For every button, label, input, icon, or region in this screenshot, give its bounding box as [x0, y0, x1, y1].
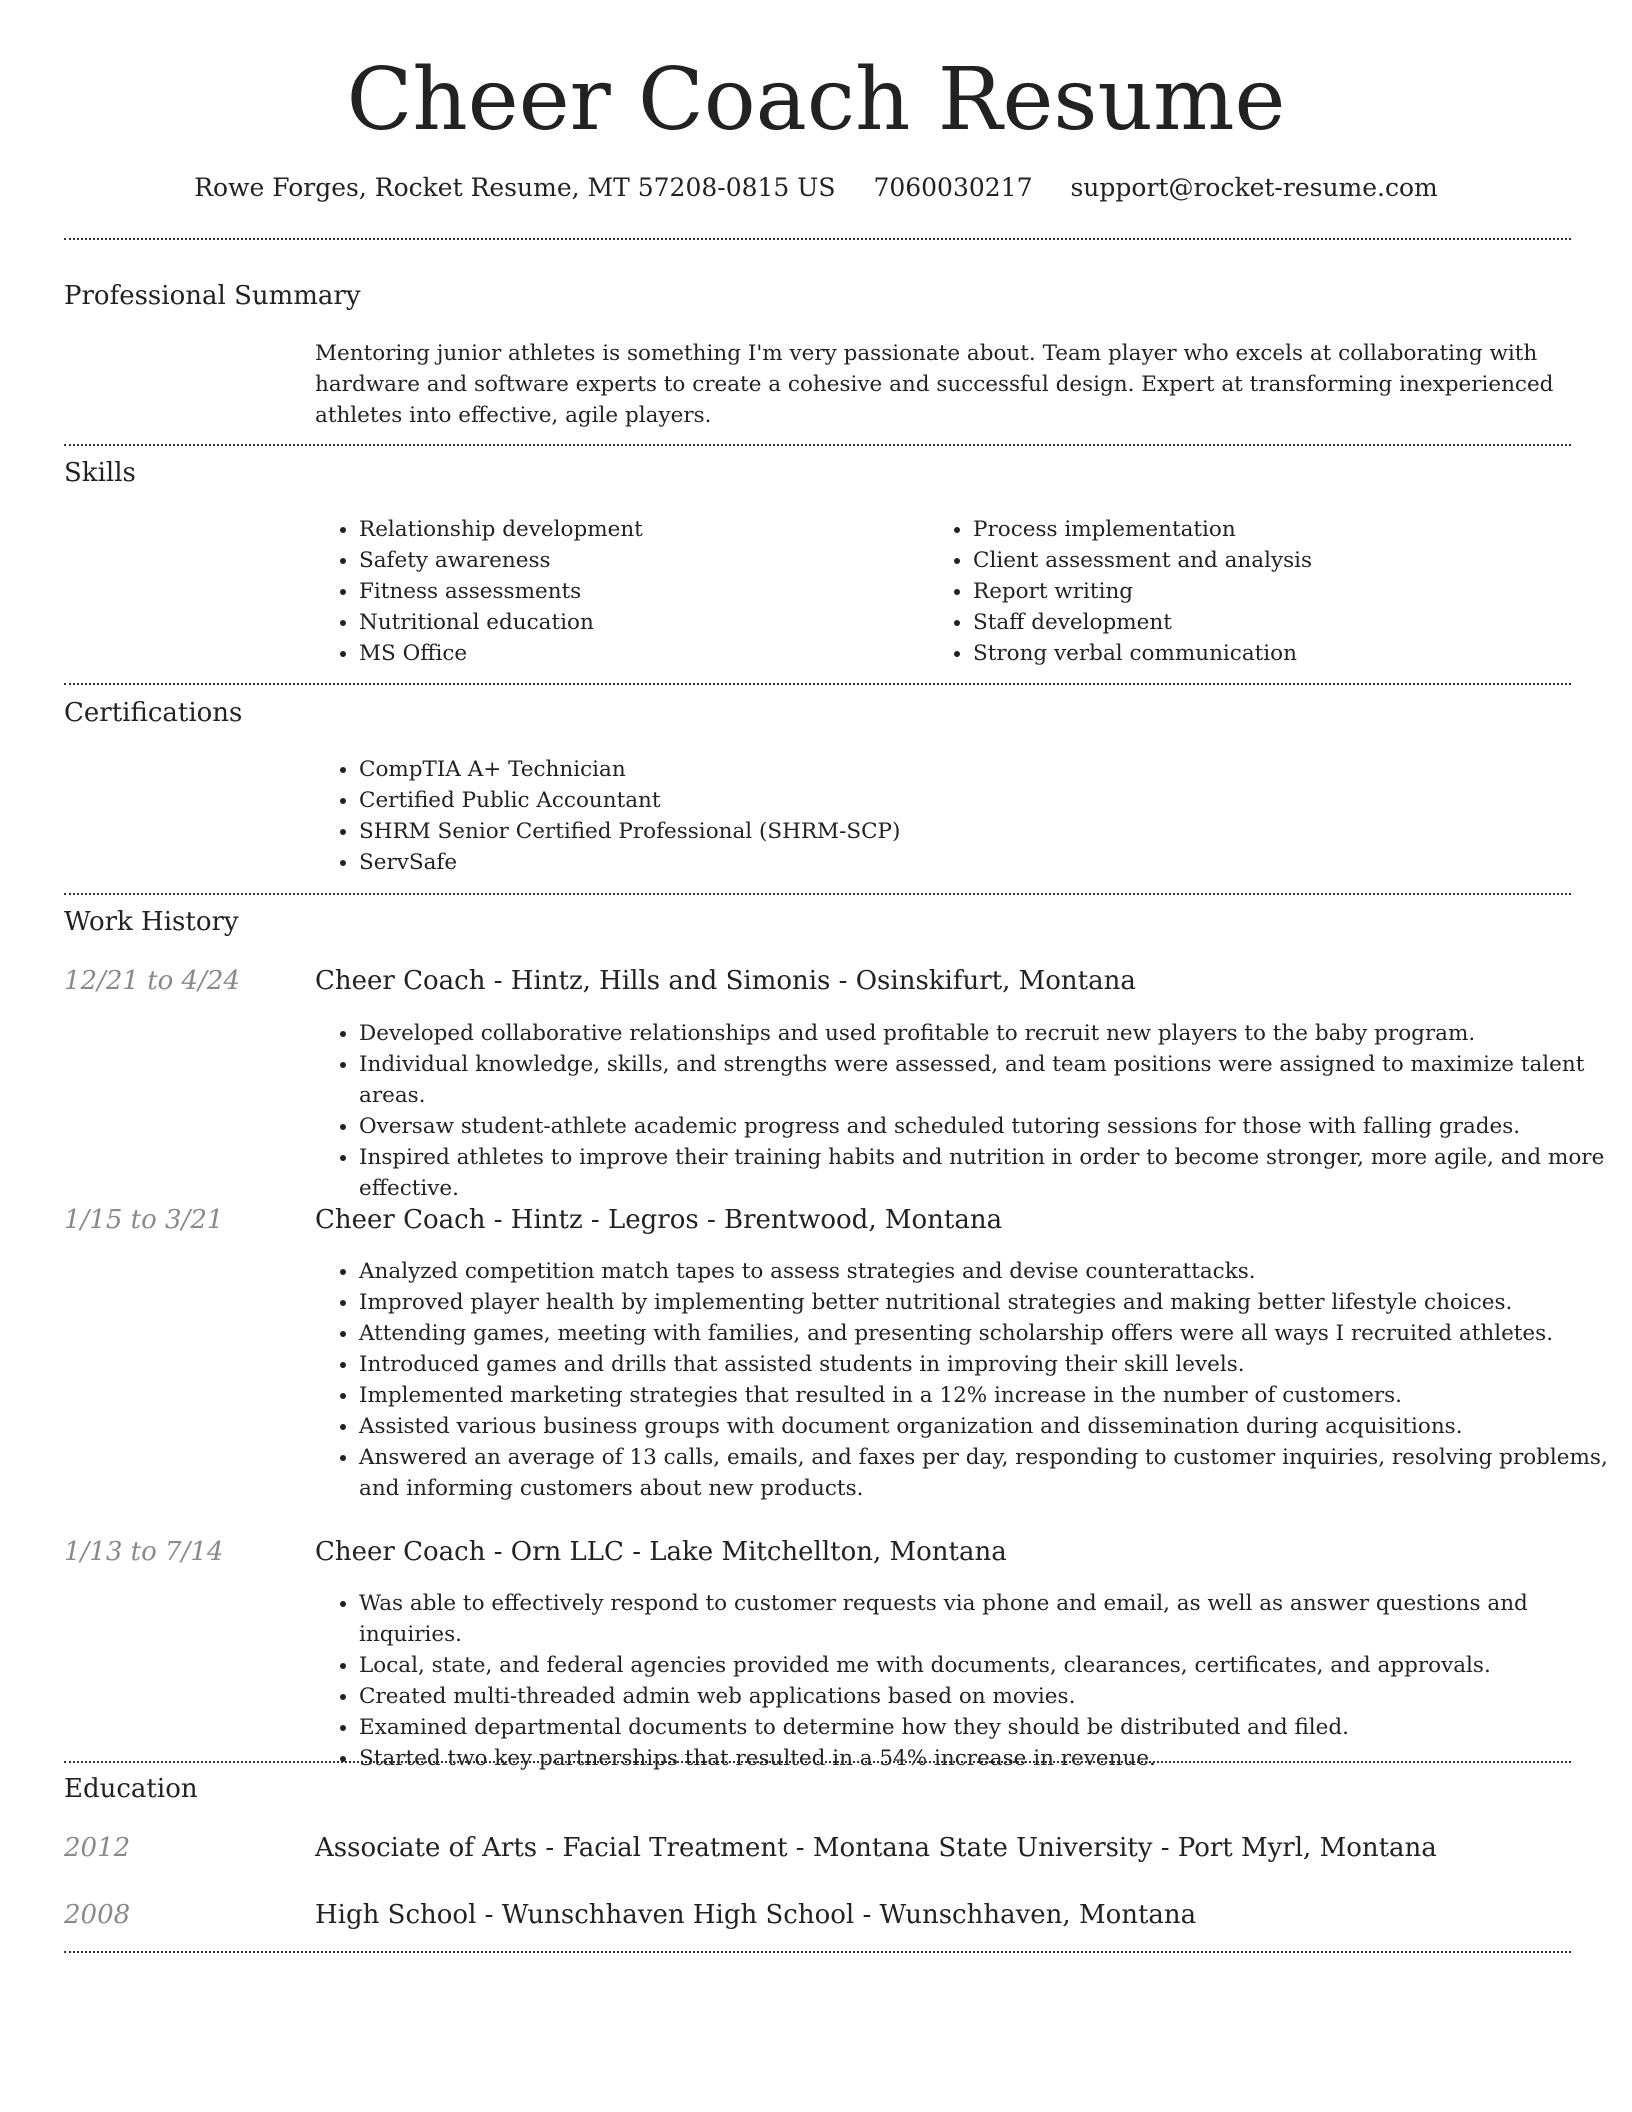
job-title: Cheer Coach - Hintz, Hills and Simonis - Osinskifurt, Montana	[315, 966, 1136, 996]
divider	[64, 238, 1571, 240]
skill-item: • Strong verbal communication	[973, 638, 1573, 669]
job-dates: 12/21 to 4/24	[64, 966, 240, 996]
resume-title: Cheer Coach Resume	[346, 50, 1286, 150]
job-bullet: • Local, state, and federal agencies provided me with documents, clearances, certificates, and approvals.	[359, 1650, 1609, 1681]
job-bullet: • Assisted various business groups with document organization and dissemination during acquisitions.	[359, 1411, 1609, 1442]
job-bullet: • Inspired athletes to improve their training habits and nutrition in order to become stronger, more agile, and more effective.	[359, 1142, 1609, 1204]
certification-item: • SHRM Senior Certified Professional (SHRM-SCP)	[359, 816, 1459, 847]
skill-item: • Process implementation	[973, 514, 1573, 545]
job-bullet: • Analyzed competition match tapes to assess strategies and devise counterattacks.	[359, 1256, 1609, 1287]
job-title: Cheer Coach - Orn LLC - Lake Mitchellton, Montana	[315, 1537, 1007, 1567]
job-title: Cheer Coach - Hintz - Legros - Brentwood, Montana	[315, 1205, 1003, 1235]
skill-item: • MS Office	[359, 638, 919, 669]
job-bullet: • Introduced games and drills that assisted students in improving their skill levels.	[359, 1349, 1609, 1380]
education-year: 2012	[64, 1833, 131, 1863]
job-bullets	[315, 1018, 1609, 1204]
job-bullet: • Examined departmental documents to determine how they should be distributed and filed.	[359, 1712, 1609, 1743]
skill-item: • Report writing	[973, 576, 1573, 607]
divider	[64, 444, 1571, 446]
contact-line	[0, 170, 1632, 206]
divider	[64, 1761, 1571, 1763]
section-heading-summary: Professional Summary	[64, 281, 361, 311]
contact-email: support@rocket-resume.com	[1070, 173, 1438, 202]
divider	[64, 893, 1571, 895]
divider	[64, 683, 1571, 685]
job-bullet: • Developed collaborative relationships and used profitable to recruit new players to the baby program.	[359, 1018, 1609, 1049]
certification-item: • Certified Public Accountant	[359, 785, 1459, 816]
certification-item: • CompTIA A+ Technician	[359, 754, 1459, 785]
skill-item: • Relationship development	[359, 514, 919, 545]
skills-list-left	[315, 514, 919, 669]
education-year: 2008	[64, 1900, 131, 1930]
job-bullet: • Created multi-threaded admin web applications based on movies.	[359, 1681, 1609, 1712]
skills-list-right	[929, 514, 1573, 669]
skill-item: • Nutritional education	[359, 607, 919, 638]
section-heading-work-history: Work History	[64, 907, 239, 937]
job-bullet: • Individual knowledge, skills, and strengths were assessed, and team positions were assigned to maximize talent areas.	[359, 1049, 1609, 1111]
education-entry: Associate of Arts - Facial Treatment - Montana State University - Port Myrl, Montana	[315, 1833, 1437, 1863]
job-bullet: • Implemented marketing strategies that resulted in a 12% increase in the number of customers.	[359, 1380, 1609, 1411]
skill-item: • Fitness assessments	[359, 576, 919, 607]
job-dates: 1/15 to 3/21	[64, 1205, 224, 1235]
contact-address: Rowe Forges, Rocket Resume, MT 57208-0815 US	[194, 173, 836, 202]
job-bullet: • Started two key partnerships that resulted in a 54% increase in revenue.	[359, 1743, 1609, 1774]
section-heading-skills: Skills	[64, 458, 136, 488]
job-bullet: • Was able to effectively respond to customer requests via phone and email, as well as answer questions and inquiries.	[359, 1588, 1609, 1650]
job-bullet: • Improved player health by implementing better nutritional strategies and making better lifestyle choices.	[359, 1287, 1609, 1318]
job-dates: 1/13 to 7/14	[64, 1537, 224, 1567]
job-bullet: • Attending games, meeting with families, and presenting scholarship offers were all ways I recruited athletes.	[359, 1318, 1609, 1349]
contact-phone: 7060030217	[873, 173, 1033, 202]
summary-text: Mentoring junior athletes is something I'm very passionate about. Team player who excels at collaborating with hardware and software experts to create a cohesive and successful design. Expert at transforming inexperienced athletes into effective, agile players.	[315, 341, 1554, 428]
section-heading-education: Education	[64, 1774, 198, 1804]
divider	[64, 1951, 1571, 1953]
skill-item: • Client assessment and analysis	[973, 545, 1573, 576]
section-heading-certifications: Certifications	[64, 698, 243, 728]
job-bullets	[315, 1256, 1609, 1504]
skill-item: • Staff development	[973, 607, 1573, 638]
skill-item: • Safety awareness	[359, 545, 919, 576]
certification-item: • ServSafe	[359, 847, 1459, 878]
education-entry: High School - Wunschhaven High School - Wunschhaven, Montana	[315, 1900, 1197, 1930]
job-bullet: • Oversaw student-athlete academic progress and scheduled tutoring sessions for those with falling grades.	[359, 1111, 1609, 1142]
job-bullets	[315, 1588, 1609, 1774]
job-bullet: • Answered an average of 13 calls, emails, and faxes per day, responding to customer inquiries, resolving problems, and informing customers about new products.	[359, 1442, 1609, 1504]
certifications-list	[315, 754, 1459, 878]
